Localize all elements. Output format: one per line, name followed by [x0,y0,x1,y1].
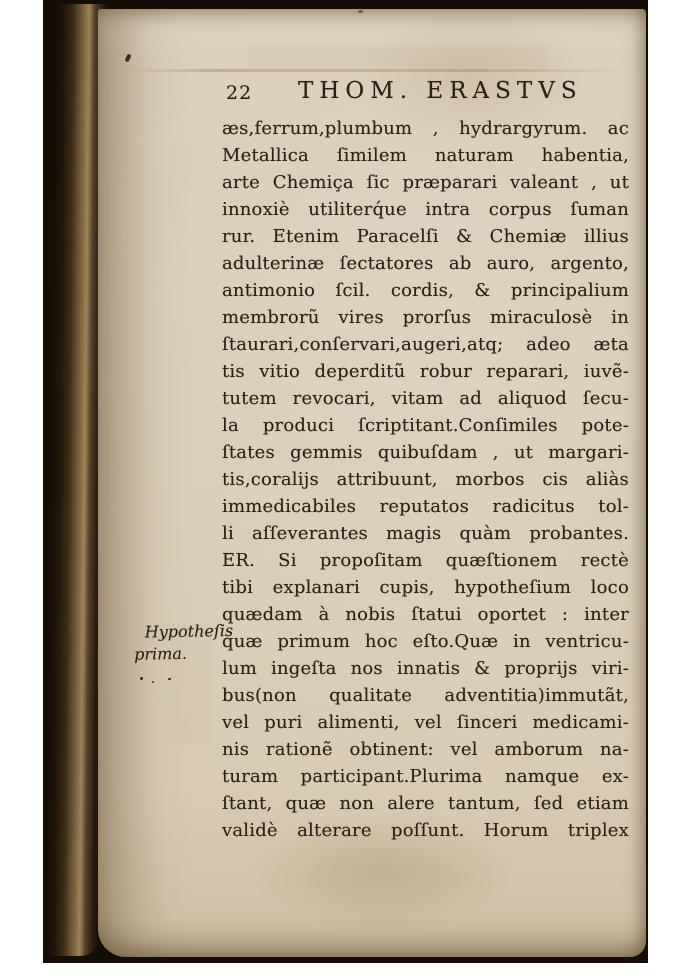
show-through-smudge [248,47,548,69]
text-line: membrorũ vires prorſus miraculosè in [222,307,629,328]
text-line: la produci ſcriptitant.Conſimiles pote- [222,415,629,436]
body-text [222,115,629,844]
text-line: turam participant.Plurima namque ex- [222,766,629,787]
ink-speck [140,677,143,680]
text-line: ſtant, quæ non alere tantum, ſed etiam [222,793,629,814]
text-line: tutem revocari, vitam ad aliquod ſecu- [222,388,629,409]
ink-speck [358,10,363,13]
text-line: vel puri alimenti, vel ſinceri medicami- [222,712,629,733]
text-line: quædam à nobis ſtatui oportet : inter [222,604,629,625]
text-line: tis vitio deperditũ robur reparari, iuvẽ- [222,361,629,382]
text-line: ER. Si propoſitam quæſtionem rectè [222,550,629,571]
ink-speck [125,54,132,63]
margin-note [134,620,234,665]
running-header: THOM. ERASTVS [298,78,583,104]
text-line: bus(non qualitate adventitia)immutãt, [222,685,629,706]
text-line: adulterinæ ſectatores ab auro, argento, [222,253,629,274]
text-line: innoxiè utiliterq́ue intra corpus ſuman [222,199,629,220]
margin-note-line: prima. [134,643,188,664]
text-line: ſtaurari,conſervari,augeri,atq; adeo æta [222,334,629,355]
text-line: quæ primum hoc eſto.Quæ in ventricu- [222,631,629,652]
text-line: ſtates gemmis quibuſdam , ut margari- [222,442,629,463]
text-line: li aſſeverantes magis quàm probantes. [222,523,629,544]
text-line: æs,ferrum,plumbum , hydrargyrum. ac [222,118,629,139]
text-line: Metallica ſimilem naturam habentia, [222,145,629,166]
book-photo [43,0,648,963]
text-line: lum ingeſta nos innatis & proprijs viri- [222,658,629,679]
text-line: immedicabiles reputatos radicitus tol- [222,496,629,517]
ink-speck [152,681,154,683]
page-crease [124,69,624,72]
text-line: tibi explanari cupis, hypotheſium loco [222,577,629,598]
text-line: nis rationẽ obtinent: vel amborum na- [222,739,629,760]
ink-speck [168,678,171,680]
page-number: 22 [226,82,253,104]
text-line: antimonio ſcil. cordis, & principalium [222,280,629,301]
text-line: rur. Etenim Paracelſi & Chemiæ illius [222,226,629,247]
margin-note-line: Hypotheſis [144,621,234,642]
text-line: tis,coralijs attribuunt, morbos cis aliàs [222,469,629,490]
text-line: arte Chemiça ſic præparari valeant , ut [222,172,629,193]
text-line: validè alterare poſſunt. Horum triplex [222,820,629,841]
book-page [98,9,646,957]
